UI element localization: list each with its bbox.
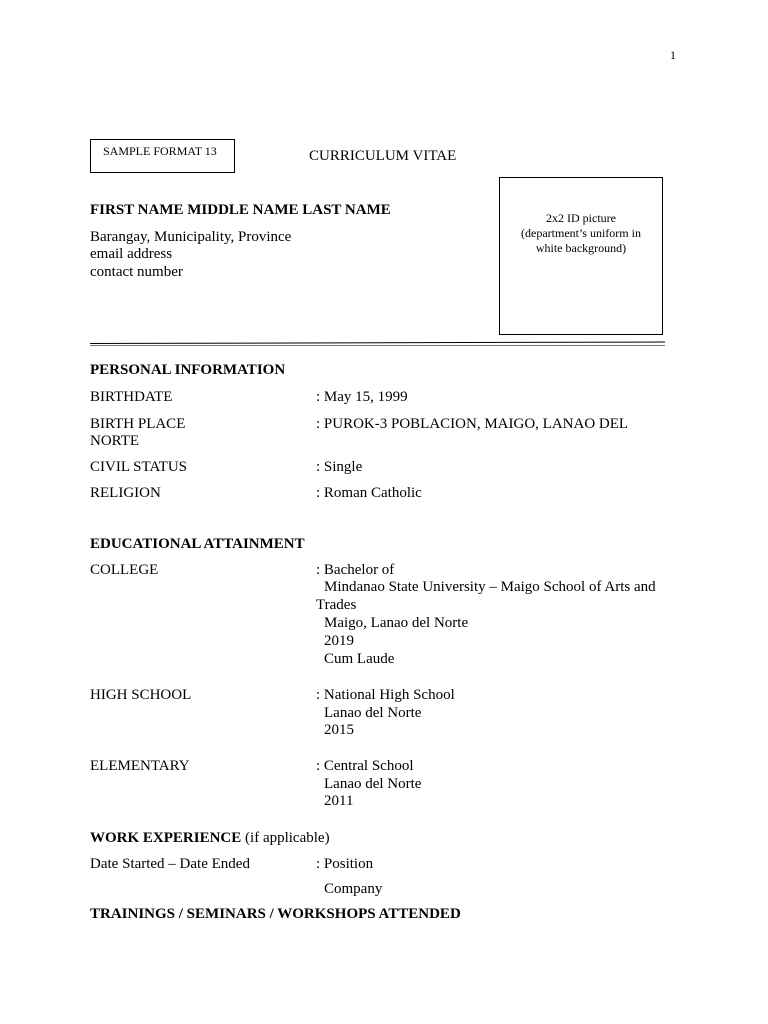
college-school-wrap: Trades (316, 597, 357, 613)
sample-format-box (90, 139, 235, 173)
header-divider-shadow (90, 345, 665, 346)
header-divider (90, 341, 665, 344)
civil-status-value: : Single (316, 459, 363, 475)
email-address: email address (90, 246, 173, 262)
work-heading-note: (if applicable) (245, 830, 330, 846)
document-title: CURRICULUM VITAE (309, 148, 457, 164)
photo-line-2: (department’s uniform in (521, 226, 641, 240)
photo-line-1: 2x2 ID picture (546, 211, 616, 225)
work-dates: Date Started – Date Ended (90, 856, 250, 872)
birthplace-value-wrap: NORTE (90, 433, 140, 449)
education-heading: EDUCATIONAL ATTAINMENT (90, 536, 305, 552)
full-name: FIRST NAME MIDDLE NAME LAST NAME (90, 202, 391, 218)
high-school-label: HIGH SCHOOL (90, 687, 192, 703)
college-degree: : Bachelor of (316, 562, 395, 578)
sample-format-label: SAMPLE FORMAT 13 (103, 144, 217, 158)
college-label: COLLEGE (90, 562, 159, 578)
contact-number: contact number (90, 264, 183, 280)
work-heading: WORK EXPERIENCE (90, 830, 242, 846)
high-school-name: : National High School (316, 687, 455, 703)
birthdate-label: BIRTHDATE (90, 389, 173, 405)
high-school-year: 2015 (324, 722, 354, 738)
elementary-label: ELEMENTARY (90, 758, 190, 774)
trainings-heading: TRAININGS / SEMINARS / WORKSHOPS ATTENDED (90, 906, 461, 922)
birthplace-label: BIRTH PLACE (90, 416, 186, 432)
work-position: : Position (316, 856, 374, 872)
college-location: Maigo, Lanao del Norte (324, 615, 469, 631)
college-year: 2019 (324, 633, 354, 649)
college-honor: Cum Laude (324, 651, 395, 667)
work-heading-line (90, 829, 330, 847)
page-number: 1 (670, 48, 676, 62)
photo-line-3: white background) (535, 241, 627, 255)
work-company: Company (324, 881, 383, 897)
id-photo-placeholder (499, 177, 663, 335)
religion-label: RELIGION (90, 485, 161, 501)
religion-value: : Roman Catholic (316, 485, 422, 501)
college-school: Mindanao State University – Maigo School of Arts and (324, 579, 656, 595)
elementary-year: 2011 (324, 793, 354, 809)
high-school-location: Lanao del Norte (324, 705, 422, 721)
elementary-location: Lanao del Norte (324, 776, 422, 792)
civil-status-label: CIVIL STATUS (90, 459, 187, 475)
address: Barangay, Municipality, Province (90, 229, 292, 245)
personal-info-heading: PERSONAL INFORMATION (90, 362, 286, 378)
birthdate-value: : May 15, 1999 (316, 389, 408, 405)
birthplace-value: : PUROK-3 POBLACION, MAIGO, LANAO DEL (316, 416, 629, 432)
elementary-name: : Central School (316, 758, 414, 774)
